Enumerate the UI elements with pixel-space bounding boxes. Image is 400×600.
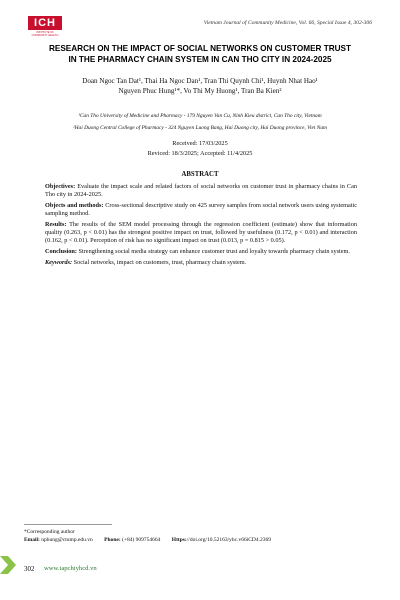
conclusion-label: Conclusion:	[45, 248, 77, 255]
objectives-label: Objectives:	[45, 183, 76, 190]
footnote-divider	[24, 524, 112, 525]
article-title	[30, 43, 370, 65]
abstract-heading: ABSTRACT	[181, 171, 219, 178]
journal-citation: Vietnam Journal of Community Medicine, Vol. 66, Special Issue 4, 302-306	[203, 20, 372, 26]
conclusion-paragraph	[45, 248, 357, 256]
methods-text: Cross-sectional descriptive study on 425 survey samples from social network users using systematic sampling method.	[45, 202, 357, 217]
doi-label: Https:	[171, 536, 187, 543]
authors-line-1: Doan Ngoc Tan Dat¹, Thai Ha Ngoc Dan¹, Tran Thi Quynh Chi¹, Huynh Nhat Hao¹	[82, 77, 318, 85]
title-line-1: RESEARCH ON THE IMPACT OF SOCIAL NETWORKS ON CUSTOMER TRUST	[48, 44, 352, 53]
journal-logo	[28, 16, 62, 36]
chevron-right-icon	[0, 556, 16, 574]
affiliation-1: ¹Can Tho University of Medicine and Pharmacy - 179 Nguyen Van Cu, Ninh Kieu district, Can Tho city, Vietnam	[78, 113, 322, 119]
journal-website-link[interactable]: www.tapchiyhcd.vn	[44, 565, 97, 572]
corresponding-footnote	[24, 529, 384, 544]
title-line-2: IN THE PHARMACY CHAIN SYSTEM IN CAN THO CITY IN 2024-2025	[68, 55, 332, 64]
results-text: The results of the SEM model processing through the regression coefficient (estimate) show that information quality (0.263, p < 0.01) has the strongest positive impact on trust, followed by usefulness (0.172, p < 0.01) and interaction (0.162, p < 0.01). Perception of risk has no significant impact on trust (0.013, p = 0.815 > 0.05).	[45, 221, 357, 244]
revised-accepted-dates: Reviced: 18/3/2025; Accepted: 11/4/2025	[147, 150, 253, 157]
phone-value: (+84) 909754664	[120, 536, 161, 543]
methods-paragraph	[45, 202, 357, 218]
contact-line	[24, 537, 384, 545]
email-value[interactable]: nphung@ctump.edu.vn	[39, 536, 93, 543]
keywords-text: Social networks, impact on customers, trust, pharmacy chain system.	[72, 259, 247, 266]
keywords-label: Keywords:	[45, 259, 73, 266]
email-label: Email:	[24, 536, 40, 543]
logo-mark: ICH	[28, 16, 62, 30]
corresponding-author-label: *Corresponding author	[24, 529, 75, 535]
page-number: 302	[24, 565, 35, 573]
objectives-text: Evaluate the impact scale and related factors of social networks on customer trust in pharmacy chains in Can Tho city in 2024-2025.	[45, 183, 357, 198]
abstract-body	[45, 183, 357, 270]
objectives-paragraph	[45, 183, 357, 199]
doi-value[interactable]: //doi.org/10.52163/yhc.v66iCD4.2369	[186, 536, 272, 543]
results-label: Results:	[45, 221, 67, 228]
conclusion-text: Strengthening social media strategy can enhance customer trust and loyalty towards pharmacy chain system.	[76, 248, 350, 255]
methods-label: Objects and methods:	[45, 202, 104, 209]
received-date: Received: 17/03/2025	[172, 140, 228, 147]
phone-label: Phone:	[104, 536, 121, 543]
results-paragraph	[45, 221, 357, 245]
logo-subtitle: INSTITUTE OF COMMUNITY HEALTH	[31, 31, 59, 37]
authors-line-2: Nguyen Phuc Hung¹*, Vo Thi My Huong¹, Tran Ba Kien²	[118, 87, 282, 95]
affiliation-2: ²Hai Duong Central College of Pharmacy - 324 Nguyen Luong Bang, Hai Duong city, Hai Duong province, Viet Nam	[73, 125, 327, 131]
keywords-paragraph	[45, 259, 357, 267]
author-list	[30, 76, 370, 96]
